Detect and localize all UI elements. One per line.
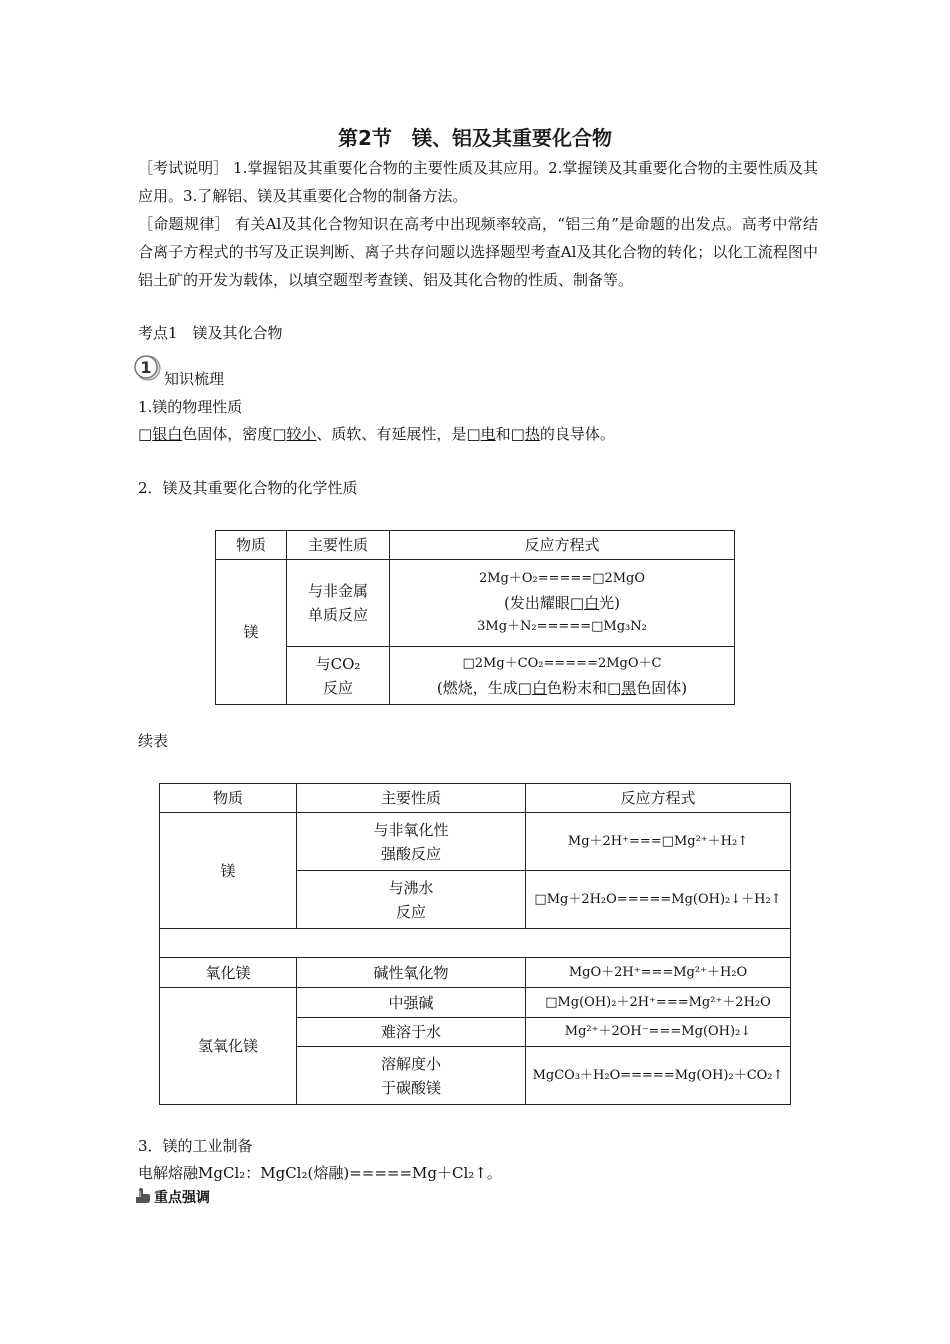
substance-cell: 氧化镁 <box>160 958 297 988</box>
equation-note <box>394 676 730 700</box>
exam-note <box>138 154 818 210</box>
equation-cell: MgO＋2H⁺===Mg²⁺＋H₂O <box>526 958 791 988</box>
magnesium-table-1 <box>215 530 735 705</box>
exam-note-label: ［考试说明］ <box>138 159 229 177</box>
property-line: 溶解度小 <box>380 1054 441 1073</box>
rule-note-label: ［命题规律］ <box>138 215 230 233</box>
answer-heat: 热 <box>524 425 540 443</box>
property-line: 与CO₂ <box>315 654 361 673</box>
property-line: 于碳酸镁 <box>380 1078 441 1097</box>
equation: 3Mg＋N₂=====□Mg₃N₂ <box>477 619 647 634</box>
zhishi-heading: 知识梳理 <box>164 370 225 388</box>
blank-box: □ <box>510 425 525 443</box>
property-line: 与非氧化性 <box>373 820 449 839</box>
number-one-badge-icon <box>134 354 162 382</box>
section1-title: 1.镁的物理性质 <box>138 398 243 416</box>
table-header: 物质 <box>216 531 287 560</box>
answer: 白 <box>584 594 600 612</box>
property-line: 反应 <box>322 678 353 697</box>
text: (发出耀眼 <box>504 594 570 612</box>
answer-small: 较小 <box>286 425 317 443</box>
equation: □2Mg＋CO₂=====2MgO＋C <box>462 655 662 671</box>
equation-cell <box>390 647 735 705</box>
rule-note-text: 有关Al及其化合物知识在高考中出现频率较高，“铝三角”是命题的出发点。高考中常结合离子方程式的书写及正误判断、离子共存问题以选择题型考查Al及其化合物的转化；以化工流程图中铝土矿的开发为载体，以填空题型考查镁、铝及其化合物的性质、制备等。 <box>138 215 818 289</box>
equation-cell: Mg²⁺＋2OH⁻===Mg(OH)₂↓ <box>526 1018 791 1047</box>
equation-cell: MgCO₃＋H₂O=====Mg(OH)₂＋CO₂↑ <box>526 1047 791 1105</box>
property-cell: 中强碱 <box>297 988 526 1018</box>
property-cell <box>287 560 390 647</box>
blank-box: □ <box>607 678 622 697</box>
section2-title: 2．镁及其重要化合物的化学性质 <box>138 479 358 497</box>
answer-silver-white: 银白 <box>152 425 183 443</box>
text: 色固体) <box>636 678 688 697</box>
text: 和 <box>495 425 511 443</box>
property-line: 与沸水 <box>388 878 434 897</box>
text: 光) <box>599 594 620 612</box>
property-line: 单质反应 <box>307 606 368 624</box>
text: 色粉末和 <box>546 678 607 697</box>
table-header: 物质 <box>160 784 297 813</box>
blank-box: □ <box>138 425 153 443</box>
substance-cell: 镁 <box>160 813 297 929</box>
answer: 黑 <box>621 678 637 697</box>
substance-cell: 氢氧化镁 <box>160 988 297 1105</box>
equation-note <box>394 591 730 615</box>
equation-cell: Mg＋2H⁺===□Mg²⁺＋H₂↑ <box>526 813 791 871</box>
section1-text <box>138 423 615 444</box>
page-title: 第2节 镁、铝及其重要化合物 <box>338 126 612 150</box>
badge-number: 1 <box>140 358 152 377</box>
kaodian-heading: 考点1 镁及其化合物 <box>138 324 283 342</box>
pointing-hand-icon <box>134 1188 152 1204</box>
property-line: 强酸反应 <box>380 844 441 863</box>
rule-note <box>138 210 818 294</box>
equation-cell: □Mg(OH)₂＋2H⁺===Mg²⁺＋2H₂O <box>526 988 791 1018</box>
substance-cell: 镁 <box>216 560 287 705</box>
table-header: 反应方程式 <box>526 784 791 813</box>
exam-note-text: 1.掌握铝及其重要化合物的主要性质及其应用。2.掌握镁及其重要化合物的主要性质及其应用。3.了解铝、镁及其重要化合物的制备方法。 <box>138 159 818 205</box>
property-cell <box>297 813 526 871</box>
property-cell: 难溶于水 <box>297 1018 526 1047</box>
key-emphasis-heading: 重点强调 <box>154 1190 210 1206</box>
table-header: 主要性质 <box>287 531 390 560</box>
property-line: 反应 <box>395 902 426 921</box>
blank-box: □ <box>569 594 585 612</box>
table-header: 反应方程式 <box>390 531 735 560</box>
text: 的良导体。 <box>539 425 615 443</box>
empty-row <box>160 929 791 958</box>
equation: 2Mg＋O₂=====□2MgO <box>478 571 646 586</box>
text: (燃烧，生成 <box>436 678 518 697</box>
property-cell <box>287 647 390 705</box>
equation-cell <box>390 560 735 647</box>
section3-title: 3．镁的工业制备 <box>138 1137 253 1155</box>
property-cell <box>297 871 526 929</box>
blank-box: □ <box>517 678 532 697</box>
section3-text: 电解熔融MgCl₂：MgCl₂(熔融)=====Mg＋Cl₂↑。 <box>138 1164 502 1182</box>
blank-box: □ <box>466 425 481 443</box>
text: 色固体，密度 <box>182 425 273 443</box>
table-header: 主要性质 <box>297 784 526 813</box>
property-line: 与非金属 <box>307 582 368 600</box>
text: 、质软、有延展性，是 <box>316 425 467 443</box>
blank-box: □ <box>272 425 287 443</box>
continued-table-label: 续表 <box>138 732 169 750</box>
property-cell: 碱性氧化物 <box>297 958 526 988</box>
answer-electric: 电 <box>480 425 496 443</box>
magnesium-table-2 <box>159 783 791 1105</box>
equation-cell: □Mg＋2H₂O=====Mg(OH)₂↓＋H₂↑ <box>526 871 791 929</box>
property-cell <box>297 1047 526 1105</box>
answer: 白 <box>531 678 547 697</box>
